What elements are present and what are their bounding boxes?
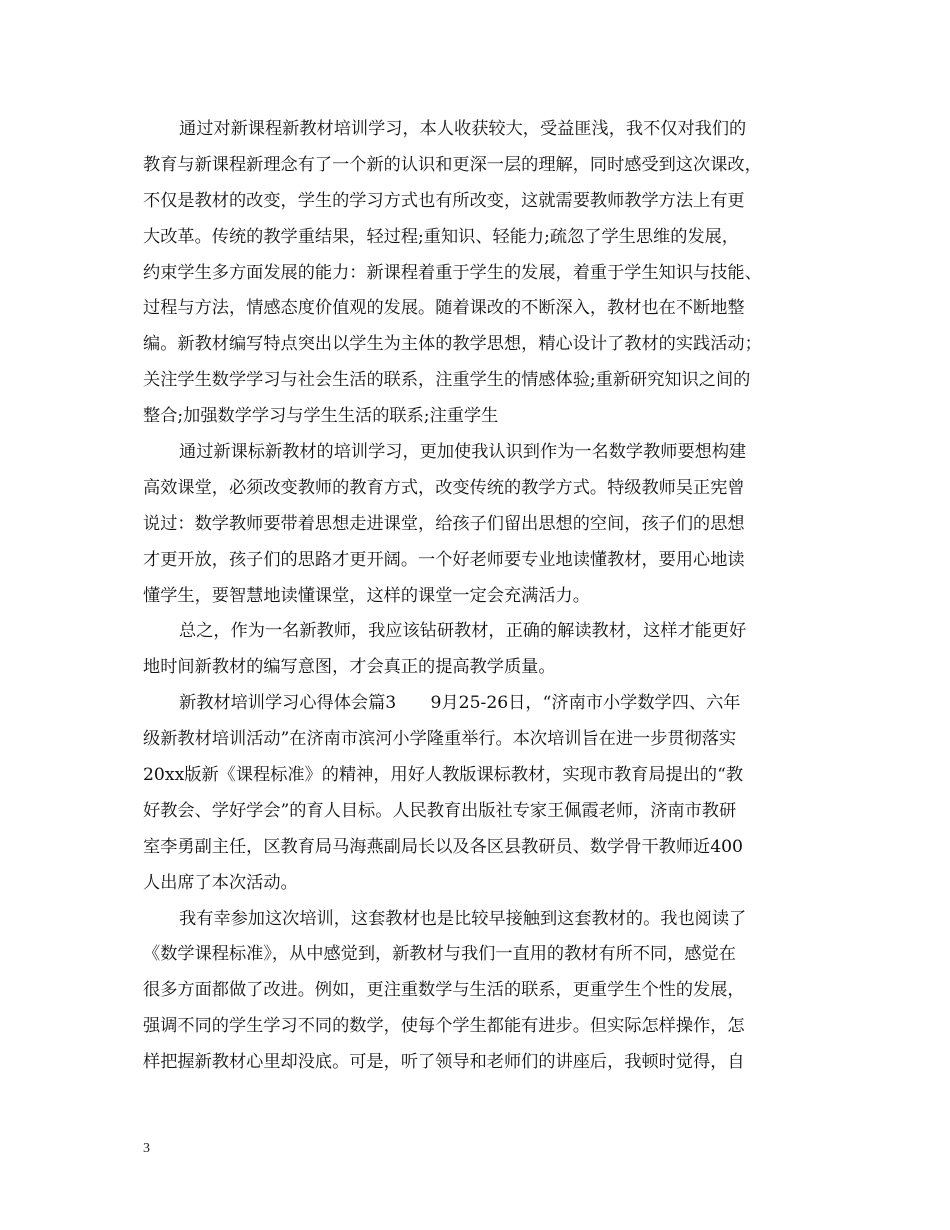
text-line: 不仅是教材的改变，学生的学习方式也有所改变，这就需要教师教学方法上有更 — [143, 190, 745, 211]
text-line: 新教材培训学习心得体会篇3 9月25-26日，“济南市小学数学四、六年 — [179, 693, 741, 714]
text-line: 大改革。传统的教学重结果，轻过程;重知识、轻能力;疏忽了学生思维的发展， — [143, 226, 739, 247]
text-line: 整合;加强数学学习与学生生活的联系;注重学生 — [143, 406, 499, 427]
text-line: 级新教材培训活动”在济南市滨河小学隆重举行。本次培训旨在进一步贯彻落实 — [143, 729, 737, 750]
text-line: 样把握新教材心里却没底。可是，听了领导和老师们的讲座后，我顿时觉得，自 — [143, 1052, 745, 1073]
text-line: 编。新教材编写特点突出以学生为主体的教学思想，精心设计了教材的实践活动； — [143, 334, 762, 355]
text-line: 教育与新课程新理念有了一个新的认识和更深一层的理解，同时感受到这次课改， — [143, 154, 762, 175]
paragraph-3 — [143, 614, 823, 686]
text-line: 我有幸参加这次培训，这套教材也是比较早接触到这套教材的。我也阅读了 — [179, 908, 747, 929]
text-line: 关注学生数学学习与社会生活的联系，注重学生的情感体验;重新研究知识之间的 — [143, 370, 751, 391]
page-number: 3 — [143, 1141, 150, 1156]
paragraph-5 — [143, 902, 823, 1081]
text-line: 通过新课标新教材的培训学习，更加使我认识到作为一名数学教师要想构建 — [179, 442, 747, 463]
paragraph-2 — [143, 435, 823, 614]
text-line: 过程与方法，情感态度价值观的发展。随着课改的不断深入，教材也在不断地整 — [143, 298, 745, 319]
text-line: 人出席了本次活动。 — [143, 872, 298, 893]
text-line: 室李勇副主任，区教育局马海燕副局长以及各区县教研员、数学骨干教师近400 — [143, 836, 743, 857]
text-line: 约束学生多方面发展的能力：新课程着重于学生的发展，着重于学生知识与技能、 — [143, 262, 762, 283]
text-line: 强调不同的学生学习不同的数学，使每个学生都能有进步。但实际怎样操作，怎 — [143, 1016, 745, 1037]
text-line: 好教会、学好学会”的育人目标。人民教育出版社专家王佩霞老师，济南市教研 — [143, 800, 737, 821]
text-line: 很多方面都做了改进。例如，更注重数学与生活的联系，更重学生个性的发展， — [143, 980, 745, 1001]
text-line: 总之，作为一名新教师，我应该钻研教材，正确的解读教材，这样才能更好 — [179, 621, 747, 642]
text-line: 才更开放，孩子们的思路才更开阔。一个好老师要专业地读懂教材，要用心地读 — [143, 549, 745, 570]
text-line: 20xx版新《课程标准》的精神，用好人教版课标教材，实现市教育局提出的“教 — [143, 765, 744, 786]
text-line: 说过：数学教师要带着思想走进课堂，给孩子们留出思想的空间，孩子们的思想 — [143, 513, 745, 534]
text-line: 地时间新教材的编写意图，才会真正的提高教学质量。 — [143, 657, 556, 678]
document-body — [143, 112, 823, 1081]
paragraph-4 — [143, 686, 823, 901]
paragraph-1 — [143, 112, 823, 435]
text-line: 懂学生，要智慧地读懂课堂，这样的课堂一定会充满活力。 — [143, 585, 590, 606]
text-line: 《数学课程标准》，从中感觉到，新教材与我们一直用的教材有所不同，感觉在 — [143, 944, 736, 965]
text-line: 通过对新课程新教材培训学习，本人收获较大，受益匪浅，我不仅对我们的 — [179, 119, 747, 139]
text-line: 高效课堂，必须改变教师的教育方式，改变传统的教学方式。特级教师吴正宪曾 — [143, 477, 745, 498]
